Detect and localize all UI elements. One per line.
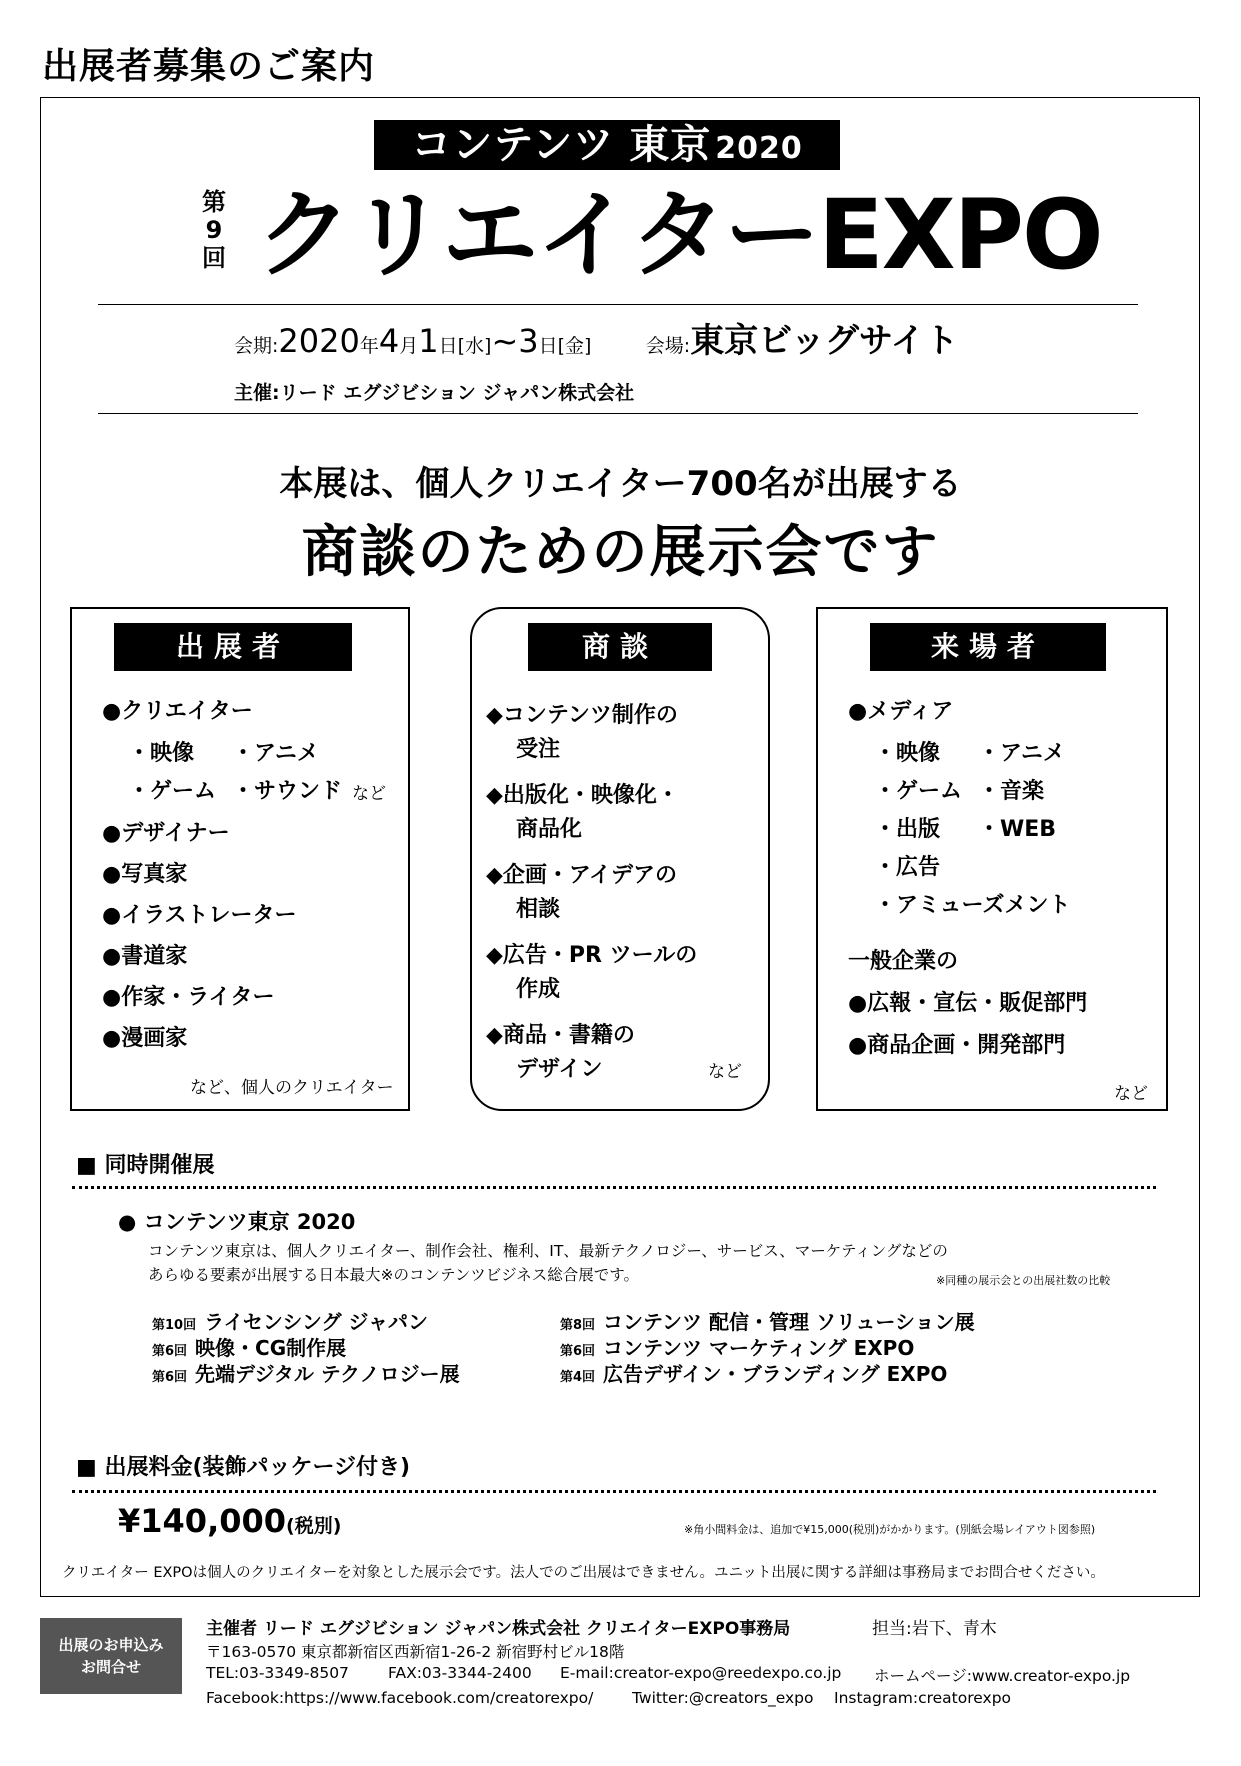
concurrent-footnote: ※同種の展示会との出展社数の比較 xyxy=(936,1274,1111,1287)
inquiry-label: お問合せ xyxy=(80,1658,141,1676)
date-nichi2: 日 xyxy=(538,335,558,357)
business-item: ◆商品・書籍の xyxy=(486,1023,635,1048)
exhibitors-note: など、個人のクリエイター xyxy=(190,1078,394,1098)
visitor-item: ●広報・宣伝・販促部門 xyxy=(848,991,1088,1016)
visitor-general-label: 一般企業の xyxy=(848,949,959,974)
fee-heading: ■ 出展料金(装飾パッケージ付き) xyxy=(76,1455,411,1480)
date-day2: 3 xyxy=(518,322,539,360)
divider xyxy=(98,413,1138,414)
exhibitors-box xyxy=(70,607,410,1111)
date-tilde: ~ xyxy=(491,322,519,360)
concurrent-show xyxy=(560,1358,947,1387)
expo-title: クリエイターEXPO xyxy=(256,179,1102,291)
visitors-note: など xyxy=(1114,1084,1148,1104)
fee-amount: ¥140,000 xyxy=(118,1502,287,1540)
business-item: ◆出版化・映像化・ xyxy=(486,783,679,808)
page-title: 出展者募集のご案内 xyxy=(42,46,376,87)
visitor-subitem: ・映像 xyxy=(874,741,941,766)
date-dow1: [水] xyxy=(457,335,492,357)
lead-line-2: 商談のための展示会です xyxy=(301,520,940,585)
business-item-cont: デザイン xyxy=(516,1057,603,1082)
visitor-item: ●商品企画・開発部門 xyxy=(848,1033,1066,1058)
show-name: 映像・CG制作展 xyxy=(195,1336,347,1360)
fee-tax: (税別) xyxy=(286,1515,342,1537)
visitor-subitem: ・出版 xyxy=(874,817,941,842)
dotted-divider xyxy=(72,1186,1156,1189)
contact-instagram[interactable]: Instagram:creatorexpo xyxy=(834,1689,1012,1707)
fee-note: ※角小間料金は、追加で¥15,000(税別)がかかります。(別紙会場レイアウト図参照) xyxy=(684,1523,1096,1536)
visitors-header: 来場者 xyxy=(870,623,1106,671)
business-item-cont: 相談 xyxy=(516,897,561,922)
show-edition: 第10回 xyxy=(152,1318,197,1333)
contents-tokyo-banner xyxy=(374,120,840,170)
visitor-subitem: ・アニメ xyxy=(978,741,1065,766)
date-year: 2020 xyxy=(278,322,360,360)
business-item-cont: 受注 xyxy=(516,737,561,762)
show-edition: 第8回 xyxy=(560,1318,596,1333)
business-note: など xyxy=(708,1062,742,1082)
exhibitor-item: ●書道家 xyxy=(102,944,188,969)
business-box xyxy=(470,607,770,1111)
apply-label: 出展のお申込み xyxy=(58,1636,164,1654)
business-item-cont: 作成 xyxy=(516,977,561,1002)
date-tsuki: 月 xyxy=(399,335,419,357)
exhibitor-subitem: ・アニメ xyxy=(232,741,319,766)
date-dow2: [金] xyxy=(557,335,592,357)
concurrent-show xyxy=(152,1306,428,1335)
edition-kai: 回 xyxy=(202,244,226,272)
apply-contact-box xyxy=(40,1618,182,1694)
edition-number: 9 xyxy=(205,216,223,244)
period-label: 会期: xyxy=(234,335,279,357)
exhibitor-subitem: ・サウンド xyxy=(232,779,343,804)
concurrent-desc: コンテンツ東京は、個人クリエイター、制作会社、権利、IT、最新テクノロジー、サービス、マーケティングなどの xyxy=(148,1242,948,1260)
date-nichi1: 日 xyxy=(438,335,458,357)
date-nen: 年 xyxy=(359,335,379,357)
visitor-subitem: ・アミューズメント xyxy=(874,893,1071,918)
date-day1: 1 xyxy=(418,322,439,360)
visitor-subitem: ・ゲーム xyxy=(874,779,963,804)
show-name: コンテンツ 配信・管理 ソリューション展 xyxy=(603,1310,975,1334)
business-header: 商談 xyxy=(528,623,712,671)
visitor-subitem: ・WEB xyxy=(978,817,1057,842)
contact-facebook[interactable]: Facebook:https://www.facebook.com/creatorexpo/ xyxy=(206,1689,594,1707)
show-name: コンテンツ マーケティング EXPO xyxy=(603,1336,915,1360)
event-dates xyxy=(234,318,958,369)
etc-label: など xyxy=(352,784,386,804)
dotted-divider xyxy=(72,1490,1156,1493)
contact-address: 〒163-0570 東京都新宿区西新宿1-26-2 新宿野村ビル18階 xyxy=(206,1643,625,1661)
exhibitor-item: ●イラストレーター xyxy=(102,903,297,928)
contact-email[interactable]: E-mail:creator-expo@reedexpo.co.jp xyxy=(560,1664,842,1682)
organizer: 主催:リード エグジビション ジャパン株式会社 xyxy=(234,382,635,404)
visitor-subitem: ・広告 xyxy=(874,855,941,880)
exhibitor-item: ●写真家 xyxy=(102,862,188,887)
banner-year: 2020 xyxy=(715,131,803,166)
contact-tel: TEL:03-3349-8507 xyxy=(206,1664,349,1682)
contact-staff: 担当:岩下、青木 xyxy=(872,1619,997,1639)
show-name: 先端デジタル テクノロジー展 xyxy=(195,1362,460,1386)
exhibitor-item: ●漫画家 xyxy=(102,1026,188,1051)
show-edition: 第6回 xyxy=(560,1344,596,1359)
exhibitor-subitem: ・ゲーム xyxy=(128,779,217,804)
contact-website[interactable]: ホームページ:www.creator-expo.jp xyxy=(874,1667,1131,1685)
lead-line-1: 本展は、個人クリエイター700名が出展する xyxy=(279,464,962,504)
concurrent-heading: ■ 同時開催展 xyxy=(76,1153,215,1178)
show-edition: 第6回 xyxy=(152,1344,188,1359)
concurrent-show xyxy=(152,1332,346,1361)
show-edition: 第6回 xyxy=(152,1370,188,1385)
exhibitor-subitem: ・映像 xyxy=(128,741,195,766)
visitors-box xyxy=(816,607,1168,1111)
show-edition: 第4回 xyxy=(560,1370,596,1385)
business-item: ◆コンテンツ制作の xyxy=(486,703,678,728)
concurrent-show-name: ● コンテンツ東京 2020 xyxy=(118,1210,356,1234)
business-item: ◆広告・PR ツールの xyxy=(486,943,698,968)
exhibitor-item: ●クリエイター xyxy=(102,699,253,724)
concurrent-show xyxy=(152,1358,460,1387)
visitor-subitem: ・音楽 xyxy=(978,779,1045,804)
edition-dai: 第 xyxy=(202,188,226,216)
divider xyxy=(98,304,1138,305)
business-item-cont: 商品化 xyxy=(516,817,583,842)
business-item: ◆企画・アイデアの xyxy=(486,863,677,888)
disclaimer: クリエイター EXPOは個人のクリエイターを対象とした展示会です。法人でのご出展はできません。ユニット出展に関する詳細は事務局までお問合せください。 xyxy=(62,1565,1105,1581)
exhibitor-item: ●デザイナー xyxy=(102,821,230,846)
venue-name: 東京ビッグサイト xyxy=(690,321,959,361)
concurrent-show xyxy=(560,1306,975,1335)
edition-label xyxy=(196,188,232,272)
visitor-item: ●メディア xyxy=(848,699,954,724)
exhibitor-item: ●作家・ライター xyxy=(102,985,275,1010)
date-month: 4 xyxy=(378,322,400,360)
banner-title: コンテンツ 東京 xyxy=(411,122,712,168)
venue-label: 会場: xyxy=(645,335,691,357)
contact-org: 主催者 リード エグジビション ジャパン株式会社 クリエイターEXPO事務局 xyxy=(206,1619,791,1639)
show-name: 広告デザイン・ブランディング EXPO xyxy=(603,1362,948,1386)
concurrent-desc: あらゆる要素が出展する日本最大※のコンテンツビジネス総合展です。 xyxy=(148,1266,640,1284)
exhibitors-header: 出展者 xyxy=(114,623,352,671)
fee-amount-row xyxy=(118,1502,341,1540)
contact-fax: FAX:03-3344-2400 xyxy=(388,1664,532,1682)
concurrent-show xyxy=(560,1332,914,1361)
show-name: ライセンシング ジャパン xyxy=(204,1310,429,1334)
contact-twitter[interactable]: Twitter:@creators_expo xyxy=(632,1689,814,1707)
